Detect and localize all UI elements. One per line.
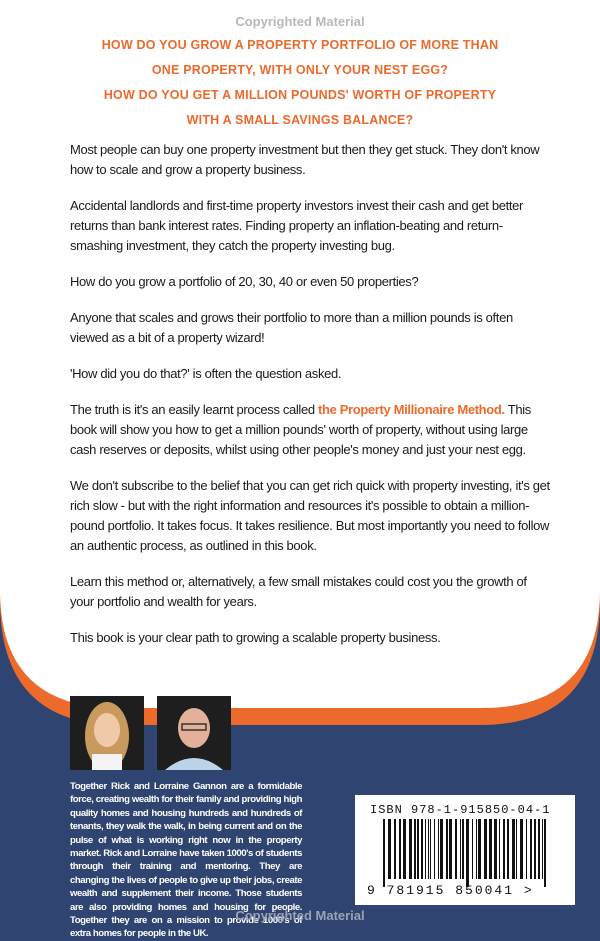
barcode-bar <box>455 819 457 879</box>
watermark-top: Copyrighted Material <box>235 14 365 29</box>
paragraph: Most people can buy one property investment but then they get stuck. They don't know how to scale and grow a property business. <box>70 142 540 177</box>
barcode-bar <box>425 819 426 879</box>
barcode-bar <box>520 819 523 879</box>
headline-line: ONE PROPERTY, WITH ONLY YOUR NEST EGG? <box>151 63 449 77</box>
isbn-text: ISBN 978-1-915850-04-1 <box>370 803 551 817</box>
paragraph: Accidental landlords and first-time property investors invest their cash and get better returns than bank interest rates. Finding property an inflation-beating and return-smashing investment, they catch the property investing bug. <box>70 198 523 253</box>
barcode-bar <box>530 819 532 879</box>
barcode-bar <box>544 819 546 887</box>
barcode-bar <box>499 819 500 879</box>
barcode-bar <box>476 819 477 879</box>
author-bio: Together Rick and Lorraine Gannon are a formidable force, creating wealth for their family and providing high quality homes and housing hundreds and hundreds of tenants, they walk the walk, in being current and on the pulse of what is working right now in the property market. Rick and Lorraine have taken 1000's of students through their training and mentoring. They are changing the lives of people to give up their jobs, create wealth and supplement their income. Those students are also providing homes and housing for people. Together they are on a mission to provide 1000's of extra homes for people in the UK. <box>70 781 302 940</box>
watermark-bottom: Copyrighted Material <box>235 908 365 923</box>
blurb <box>70 140 550 664</box>
method-paragraph <box>70 400 550 460</box>
barcode-bar <box>417 819 419 879</box>
paragraph: This book is your clear path to growing a scalable property business. <box>70 630 441 645</box>
method-highlight: the Property Millionaire Method. <box>318 402 505 417</box>
barcode-bar <box>399 819 401 879</box>
barcode-bar <box>430 819 431 879</box>
headline-line: HOW DO YOU GROW A PROPERTY PORTFOLIO OF MORE THAN <box>101 38 499 52</box>
paragraph: How do you grow a portfolio of 20, 30, 40 or even 50 properties? <box>70 274 419 289</box>
barcode-bar <box>449 819 452 879</box>
barcode-bar <box>460 819 461 879</box>
barcode-bar <box>434 819 435 879</box>
barcode-bar <box>403 819 406 879</box>
barcode-bar <box>512 819 515 879</box>
headline-line: HOW DO YOU GET A MILLION POUNDS' WORTH OF PROPERTY <box>103 88 497 102</box>
barcode-bar <box>446 819 448 879</box>
barcode-bar <box>462 819 464 879</box>
barcode-bar <box>526 819 527 879</box>
author-photo-lorraine <box>70 696 144 770</box>
barcode-bar <box>440 819 443 879</box>
headline-line: WITH A SMALL SAVINGS BALANCE? <box>186 113 414 127</box>
barcode-bar <box>507 819 509 879</box>
man-portrait-icon <box>157 696 231 770</box>
paragraph: We don't subscribe to the belief that you can get rich quick with property investing, it's get rich slow - but with the right information and resources it's possible to obtain a million-pound portfolio. It takes focus. It takes resilience. But most importantly you need to follow an authentic process, as outlined in this book. <box>70 478 550 553</box>
author-photo-rick <box>157 696 231 770</box>
headline-2 <box>0 83 600 133</box>
barcode-bar <box>503 819 505 879</box>
barcode-bar <box>538 819 540 879</box>
barcode-bar <box>472 819 473 879</box>
headline-1 <box>0 33 600 83</box>
barcode-bar <box>388 819 391 879</box>
text: The truth is it's an easily learnt process called <box>70 402 318 417</box>
isbn-barcode <box>355 795 575 905</box>
barcode-bar <box>414 819 416 879</box>
barcode-bar <box>534 819 536 879</box>
barcode-bar <box>438 819 439 879</box>
barcode-bar <box>421 819 423 879</box>
barcode-bar <box>484 819 487 879</box>
barcode-bar <box>516 819 517 879</box>
barcode-bar <box>466 819 469 887</box>
barcode-bars <box>383 819 551 887</box>
paragraph: Learn this method or, alternatively, a few small mistakes could cost you the growth of your portfolio and wealth for years. <box>70 574 527 609</box>
barcode-bar <box>394 819 396 879</box>
text: This book will show you how to get a million pounds' worth of property, without using large cash reserves or deposits, whilst using other people's money and just your nest egg. <box>70 402 531 457</box>
barcode-bar <box>542 819 543 879</box>
paragraph: 'How did you do that?' is often the question asked. <box>70 366 342 381</box>
barcode-bar <box>428 819 429 879</box>
woman-portrait-icon <box>70 696 144 770</box>
barcode-digits: 9 781915 850041 > <box>367 883 534 898</box>
barcode-bar <box>489 819 492 879</box>
barcode-bar <box>494 819 497 879</box>
barcode-bar <box>409 819 412 879</box>
barcode-bar <box>478 819 481 879</box>
paragraph: Anyone that scales and grows their portfolio to more than a million pounds is often viewed as a bit of a property wizard! <box>70 310 513 345</box>
barcode-bar <box>383 819 385 887</box>
